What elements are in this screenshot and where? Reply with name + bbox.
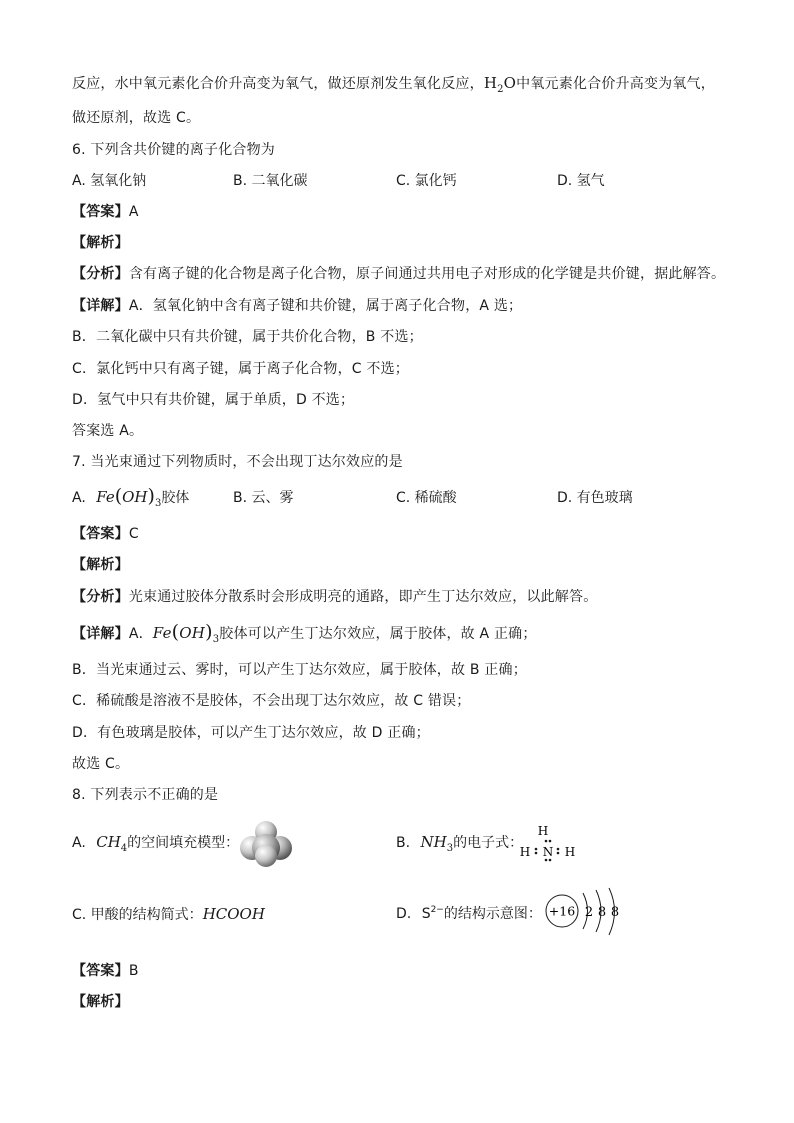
text-line <box>72 74 715 99</box>
option-text: C. 甲酸的结构简式： <box>72 907 203 923</box>
atom-h-left: H <box>519 845 531 859</box>
q6-line-d: D．氢气中只有共价键，属于单质，D 不选； <box>72 392 355 408</box>
shell-electrons: 8 <box>597 905 607 920</box>
answer-tag: 【答案】 <box>72 526 129 542</box>
s2-atomic-structure-diagram-icon <box>543 885 625 941</box>
shell-electrons: 8 <box>610 905 620 920</box>
answer-tag: 【答案】 <box>72 963 129 979</box>
answer-value: C <box>128 526 139 542</box>
answer-value: B <box>128 963 139 979</box>
q6-option-a: A. 氢氧化钠 <box>72 173 147 189</box>
q8-option-b <box>396 833 523 858</box>
formula-nh3: $NH_3$ <box>420 833 454 854</box>
formula-feoh3: $Fe(OH)_3$ <box>152 621 220 645</box>
q7-line-c: C．稀硫酸是溶液不是胶体，不会出现丁达尔效应，故 C 错误； <box>72 693 471 709</box>
q8-option-a <box>72 833 239 858</box>
q6-fenxi <box>72 265 725 283</box>
option-text: 的电子式： <box>453 835 524 851</box>
xiangjie-tag: 【详解】 <box>72 626 129 642</box>
fenxi-text: 光束通过胶体分散系时会形成明亮的通路，即产生丁达尔效应，以此解答。 <box>128 589 598 605</box>
fenxi-tag: 【分析】 <box>72 266 129 282</box>
xiangjie-tag: 【详解】 <box>72 298 129 314</box>
xiangjie-text: 胶体可以产生丁达尔效应，属于胶体，故 A 正确； <box>219 626 537 642</box>
q6-answer <box>72 203 139 221</box>
q6-line-c: C．氯化钙中只有离子键，属于离子化合物，C 不选； <box>72 361 409 377</box>
atom-h-top: H <box>537 824 549 838</box>
ion-s2: $S^{2-}$ <box>421 905 444 922</box>
option-text: 的结构示意图： <box>443 906 542 922</box>
xiangjie-prefix: A． <box>128 626 153 642</box>
q6-option-d: D. 氢气 <box>557 173 605 189</box>
q7-fenxi <box>72 588 597 606</box>
q8-option-c <box>72 905 265 924</box>
q6-option-c: C. 氯化钙 <box>396 173 457 189</box>
q6-analysis-tag: 【解析】 <box>72 235 129 251</box>
nh3-electron-formula-icon <box>519 822 581 862</box>
q8-answer <box>72 962 139 980</box>
text-line: 做还原剂，故选 C。 <box>72 110 201 126</box>
xiangjie-text: A．氢氧化钠中含有离子键和共价键，属于离子化合物，A 选； <box>128 298 523 314</box>
option-suffix: 胶体 <box>161 490 190 506</box>
q7-answer <box>72 525 139 543</box>
q7-line-b: B．当光束通过云、雾时，可以产生丁达尔效应，属于胶体，故 B 正确； <box>72 662 527 678</box>
answer-value: A <box>128 204 139 220</box>
q6-line-b: B．二氧化碳中只有共价键，属于共价化合物，B 不选； <box>72 329 423 345</box>
answer-tag: 【答案】 <box>72 204 129 220</box>
q7-conclusion: 故选 C。 <box>72 756 130 772</box>
atom-n: N <box>542 845 554 859</box>
formula-h2o: $H_2O$ <box>483 74 517 95</box>
option-prefix: A. <box>72 490 86 506</box>
q7-option-c: C. 稀硫酸 <box>396 490 457 506</box>
text-segment: 反应，水中氧元素化合价升高变为氧气，做还原剂发生氧化反应， <box>72 76 484 92</box>
ch4-space-filling-model-icon <box>238 818 294 868</box>
formula-hcooh: HCOOH <box>202 905 265 923</box>
fenxi-tag: 【分析】 <box>72 589 129 605</box>
q7-analysis-tag: 【解析】 <box>72 557 129 573</box>
q6-conclusion: 答案选 A。 <box>72 423 144 439</box>
q7-option-d: D. 有色玻璃 <box>557 490 633 506</box>
option-prefix: B. <box>396 835 411 851</box>
q7-xiangjie <box>72 623 537 649</box>
q7-option-a <box>72 487 189 513</box>
formula-ch4: $CH_4$ <box>96 833 128 854</box>
nucleus-charge: +16 <box>548 903 576 919</box>
formula-feoh3: $Fe(OH)_3$ <box>96 485 162 509</box>
q8-option-d <box>396 905 542 925</box>
option-prefix: A. <box>72 835 86 851</box>
question-8-stem: 8. 下列表示不正确的是 <box>72 787 219 803</box>
q6-option-b: B. 二氧化碳 <box>233 173 308 189</box>
shell-electrons: 2 <box>584 905 594 920</box>
question-6-stem: 6. 下列含共价键的离子化合物为 <box>72 142 276 158</box>
option-prefix: D. <box>396 906 412 922</box>
question-7-stem: 7. 当光束通过下列物质时，不会出现丁达尔效应的是 <box>72 454 403 470</box>
q8-analysis-tag: 【解析】 <box>72 994 129 1010</box>
q6-xiangjie <box>72 297 522 315</box>
option-text: 的空间填充模型： <box>127 835 240 851</box>
atom-h-right: H <box>564 845 576 859</box>
q7-option-b: B. 云、雾 <box>233 490 294 506</box>
text-segment: 中氧元素化合价升高变为氧气， <box>516 76 715 92</box>
q7-line-d: D．有色玻璃是胶体，可以产生丁达尔效应，故 D 正确； <box>72 725 430 741</box>
fenxi-text: 含有离子键的化合物是离子化合物，原子间通过共用电子对形成的化学键是共价键，据此解答。 <box>128 266 726 282</box>
